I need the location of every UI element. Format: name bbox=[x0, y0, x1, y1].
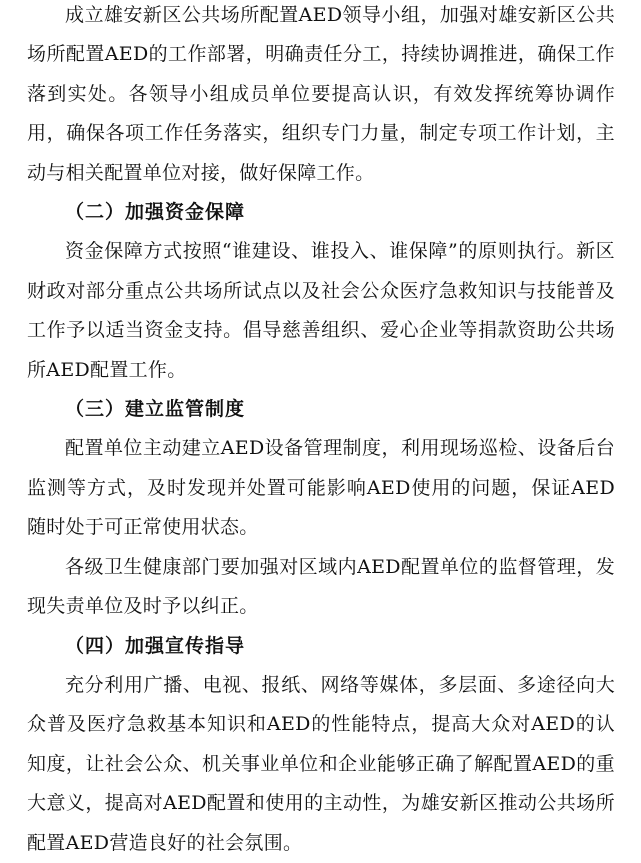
heading-funding: （二）加强资金保障 bbox=[65, 201, 246, 224]
paragraph-publicity: 充分利用广播、电视、报纸、网络等媒体，多层面、多途径向大众普及医疗急救基本知识和AED的性能特点，提高大众对AED的认知度，让社会公众、机关事业单位和企业能够正确了解配置AED的重大意义，提高对AED配置和使用的主动性，为雄安新区推动公共场所配置AED营造良好的社会氛围。 bbox=[27, 673, 615, 854]
paragraph-device-management: 配置单位主动建立AED设备管理制度，利用现场巡检、设备后台监测等方式，及时发现并处置可能影响AED使用的问题，保证AED随时处于可正常使用状态。 bbox=[27, 437, 615, 539]
heading-publicity: （四）加强宣传指导 bbox=[65, 634, 246, 657]
paragraph-leadership-group: 成立雄安新区公共场所配置AED领导小组，加强对雄安新区公共场所配置AED的工作部署，明确责任分工，持续协调推进，确保工作落到实处。各领导小组成员单位要提高认识，有效发挥统筹协调作用，确保各项工作任务落实，组织专门力量，制定专项工作计划，主动与相关配置单位对接，做好保障工作。 bbox=[27, 4, 615, 184]
paragraph-funding: 资金保障方式按照“谁建设、谁投入、谁保障”的原则执行。新区财政对部分重点公共场所试点以及社会公众医疗急救知识与技能普及工作予以适当资金支持。倡导慈善组织、爱心企业等捐款资助公共场所AED配置工作。 bbox=[27, 240, 615, 381]
paragraph-health-supervision: 各级卫生健康部门要加强对区域内AED配置单位的监督管理，发现失责单位及时予以纠正。 bbox=[27, 555, 615, 618]
heading-supervision: （三）建立监管制度 bbox=[65, 398, 246, 421]
